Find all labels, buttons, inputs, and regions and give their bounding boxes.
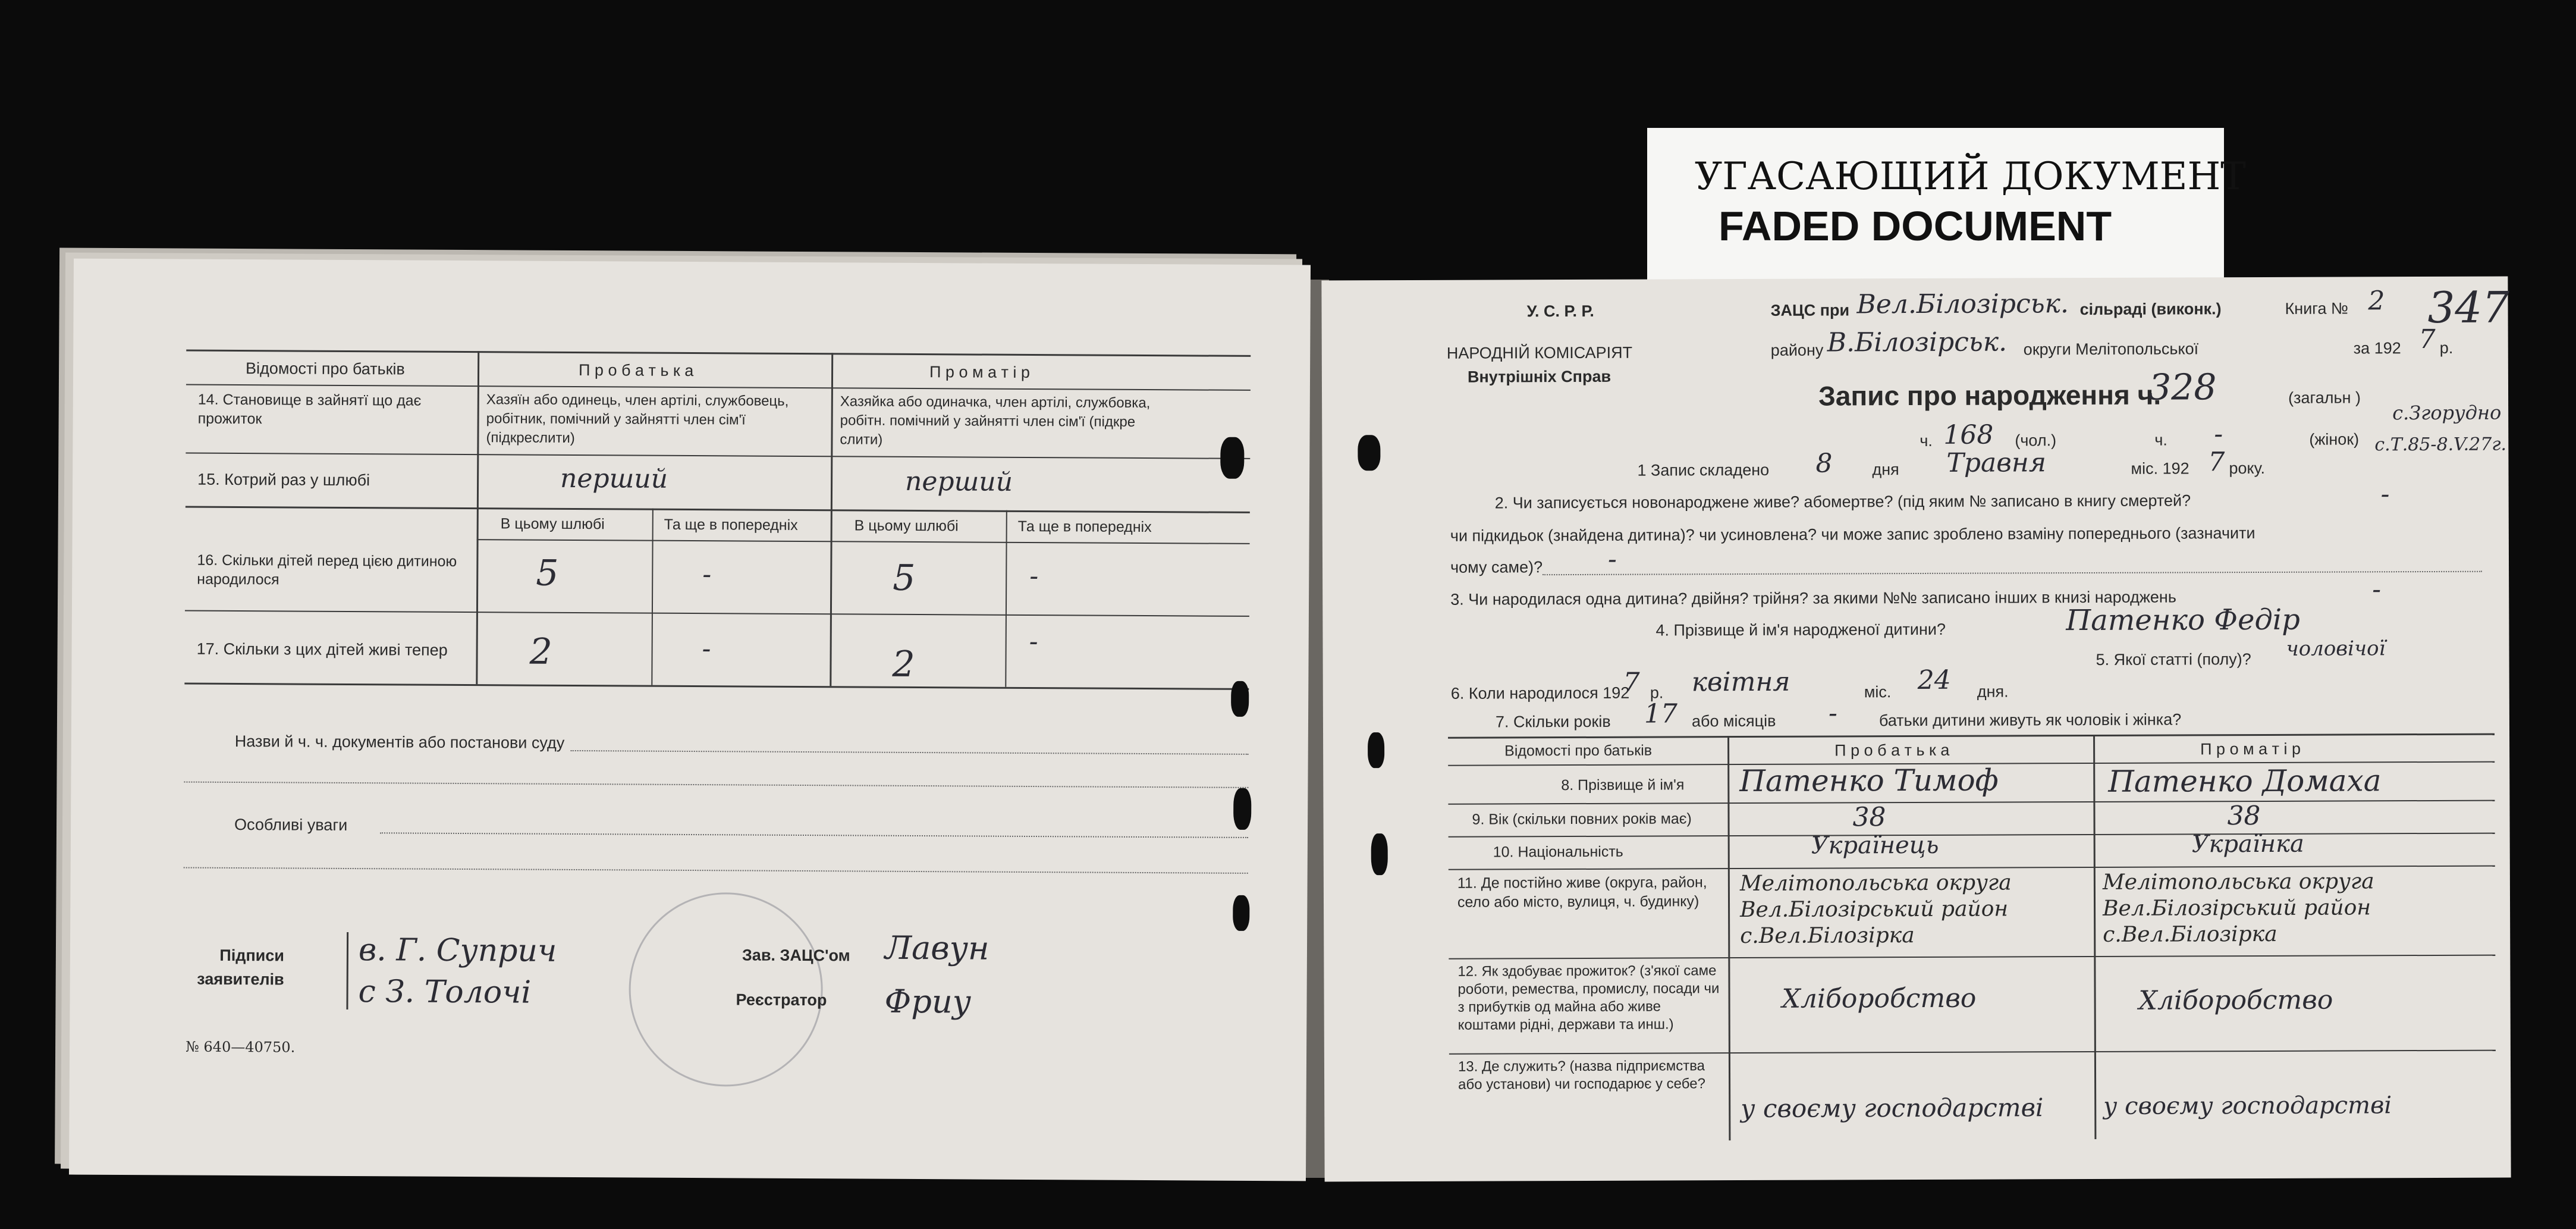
row9-label: 9. Вік (скільки повних років має) — [1472, 810, 1692, 828]
q2c-text: чому саме)? — [1450, 558, 1543, 576]
q5-answer: чоловічої — [2286, 637, 2386, 661]
row8-label: 8. Прізвище й ім'я — [1561, 776, 1685, 794]
q4-text: 4. Прізвище й ім'я народженої дитини? — [1655, 620, 1946, 639]
book-label: Книга № — [2285, 299, 2349, 318]
label-line-english: FADED DOCUMENT — [1719, 203, 2112, 249]
female-count: - — [2214, 419, 2223, 450]
row17-father-previous: - — [702, 634, 711, 664]
subhead-father-in-marriage: В цьому шлюбі — [500, 515, 605, 533]
row9-father: 38 — [1852, 802, 1886, 833]
q6-day: 24 — [1917, 664, 1951, 695]
q1-day: 8 — [1815, 448, 1833, 479]
head-zags-signature: Лавун — [884, 929, 989, 967]
about-mother-header: П р о м а т і р — [929, 363, 1031, 381]
row16-father-current: 5 — [536, 552, 559, 594]
q4-answer: Патенко Федір — [2066, 603, 2301, 638]
row17-label: 17. Скільки з цих дітей живі тепер — [196, 639, 448, 659]
left-page — [69, 259, 1311, 1181]
male-count: 168 — [1943, 419, 1994, 450]
female-prefix: ч. — [2154, 431, 2167, 449]
row15-mother-value: перший — [904, 466, 1013, 497]
margin-note-2: с.Т.85-8.V.27г. — [2374, 434, 2507, 456]
row17-mother-current: 2 — [892, 643, 915, 685]
row12-mother: Хліборобство — [2138, 985, 2333, 1016]
row16-father-previous: - — [702, 559, 712, 590]
signatures-label: Підписи заявителів — [197, 946, 284, 989]
table-mother-header: П р о м а т і р — [2200, 739, 2301, 758]
q6-end: дня. — [1977, 682, 2009, 701]
zags-suffix: сільраді (виконк.) — [2079, 300, 2222, 319]
total-label: (загальн ) — [2288, 388, 2361, 407]
okrug-text: округи Мелітопольської — [2023, 340, 2199, 359]
faded-document-label — [1647, 128, 2246, 280]
q6-year: 7 — [1623, 667, 1640, 698]
q5-text: 5. Якої статті (полу)? — [2096, 650, 2251, 669]
applicant-signature-1: в. Г. Суприч — [358, 932, 557, 969]
table-father-header: П р о б а т ь к а — [1834, 741, 1950, 760]
table-parents-header: Відомості про батьків — [1504, 742, 1653, 760]
record-number: 328 — [2148, 366, 2217, 409]
row14-label: 14. Становище в зайнятї що дає прожиток — [197, 391, 422, 428]
male-prefix: ч. — [1920, 431, 1933, 450]
row13-mother: у своєму господарстві — [2103, 1092, 2392, 1120]
row12-father: Хліборобство — [1782, 983, 1977, 1014]
margin-note-1: с.Згорудно — [2392, 401, 2502, 425]
row9-mother: 38 — [2227, 800, 2261, 832]
male-suffix: (чол.) — [2015, 431, 2057, 450]
q1-mid: дня — [1872, 460, 1899, 479]
row17-father-current: 2 — [529, 631, 552, 673]
row11-mother: Мелітопольська округа Вел.Білозірський район с.Вел.Білозірка — [2102, 869, 2374, 947]
year-digit: 7 — [2418, 324, 2436, 355]
q3-text: 3. Чи народилася одна дитина? двійня? трійня? за якими №№ записано інших в книзі народжень — [1450, 588, 2176, 609]
subhead-father-previous: Та ще в попередніх — [664, 516, 798, 534]
q1-month: Травня — [1946, 447, 2047, 478]
about-father-header: П р о б а т ь к а — [578, 361, 694, 380]
q2c-answer: - — [1607, 544, 1617, 575]
year-label: за 192 — [2353, 339, 2401, 358]
q7-years: 17 — [1644, 698, 1677, 729]
row10-father: Українець — [1811, 831, 1939, 860]
rayon-value: В.Білозірськ. — [1827, 327, 2008, 358]
female-suffix: (жінок) — [2309, 430, 2360, 449]
row13-father: у своєму господарстві — [1741, 1093, 2044, 1124]
q7-text-c: батьки дитини живуть як чоловік і жінка? — [1878, 710, 2182, 730]
label-line-russian: УГАСАЮЩИЙ ДОКУМЕНТ — [1695, 155, 2246, 199]
rayon-prefix: району — [1770, 341, 1824, 359]
row14-mother-options: Хазяйка або одиначка, член артілі, службовка, робітн. помічний у зайнятті член сім'ї (підкре слити) — [840, 393, 1151, 448]
row14-father-options: Хазяїн або одинець, член артілі, службовець, робітник, помічний у зайнятті член сім'ї (підкреслити) — [486, 391, 789, 446]
corner-number: 347 — [2427, 282, 2510, 333]
q2b-text: чи підкидьок (знайдена дитина)? чи усиновлена? чи може запис зроблено взаміну попереднього (зазначити — [1450, 524, 2255, 545]
q1-tail: міс. 192 — [2131, 459, 2189, 478]
q1-end: року. — [2229, 459, 2265, 478]
year-suffix: р. — [2439, 338, 2454, 357]
q7-text-b: або місяців — [1691, 711, 1776, 730]
round-stamp — [629, 892, 824, 1087]
record-title: Запис про народження ч. — [1818, 379, 2162, 412]
row15-label: 15. Котрий раз у шлюбі — [197, 470, 370, 490]
row8-mother: Патенко Домаха — [2108, 763, 2382, 799]
print-number: № 640—40750. — [186, 1038, 296, 1056]
q1-year: 7 — [2208, 447, 2225, 478]
row16-mother-current: 5 — [893, 557, 916, 599]
applicant-signature-2: с З. Толочі — [358, 974, 532, 1011]
q7-months: - — [1828, 698, 1837, 729]
special-notes-label: Особливі уваги — [234, 815, 348, 834]
row12-label: 12. Як здобуває прожиток? (з'якої саме роботи, ремества, промислу, посади чи з прибутків од майна або живе коштами рідні, держави та инш.) — [1457, 962, 1720, 1033]
commissariat-label: НАРОДНІЙ КОМІСАРІЯТ — [1446, 343, 1633, 362]
registrar-signature: Фриу — [884, 982, 972, 1021]
q6-text: 6. Коли народилося 192 — [1450, 684, 1630, 703]
q3-answer: - — [2372, 574, 2382, 605]
q6-mid2: міс. — [1864, 683, 1892, 701]
q6-mid: р. — [1650, 684, 1664, 702]
subhead-mother-previous: Та ще в попередніх — [1017, 518, 1152, 536]
row17-mother-previous: - — [1029, 626, 1038, 657]
parents-info-header: Відомості про батьків — [246, 359, 405, 378]
row15-father-value: перший — [560, 463, 668, 494]
row10-mother: Українка — [2191, 830, 2304, 858]
row16-mother-previous: - — [1029, 560, 1039, 592]
row10-label: 10. Національність — [1493, 843, 1623, 861]
row16-label: 16. Скільки дітей перед цією дитиною народилося — [197, 551, 457, 588]
row11-father: Мелітопольська округа Вел.Білозірський район с.Вел.Білозірка — [1739, 870, 2012, 949]
subhead-mother-in-marriage: В цьому шлюбі — [854, 517, 959, 535]
head-zags-label: Зав. ЗАЦС'ом — [742, 946, 850, 965]
q1-label: 1 Запис складено — [1637, 460, 1770, 479]
zags-prefix: ЗАЦС при — [1770, 301, 1850, 319]
village-council-value: Вел.Білозірськ. — [1856, 289, 2069, 320]
documents-label: Назви й ч. ч. документів або постанови суду — [234, 732, 565, 752]
right-page — [1321, 277, 2511, 1182]
q6-month: квітня — [1691, 666, 1790, 698]
book-number: 2 — [2368, 286, 2385, 316]
row13-label: 13. Де служить? (назва підприємства або установи) чи господарює у себе? — [1457, 1058, 1705, 1093]
usrr-label: У. С. Р. Р. — [1526, 302, 1594, 321]
internal-affairs-label: Внутрішніх Справ — [1467, 367, 1611, 386]
row11-label: 11. Де постійно живе (округа, район, село або місто, вулиця, ч. будинку) — [1457, 874, 1707, 911]
registrar-label: Реєстратор — [736, 990, 827, 1009]
row8-father: Патенко Тимоф — [1739, 763, 1999, 799]
q7-text-a: 7. Скільки років — [1495, 712, 1611, 731]
q2-answer: - — [2380, 479, 2390, 510]
q2-text: 2. Чи записується новонароджене живе? абомертве? (під яким № записано в книгу смертей? — [1494, 491, 2191, 512]
